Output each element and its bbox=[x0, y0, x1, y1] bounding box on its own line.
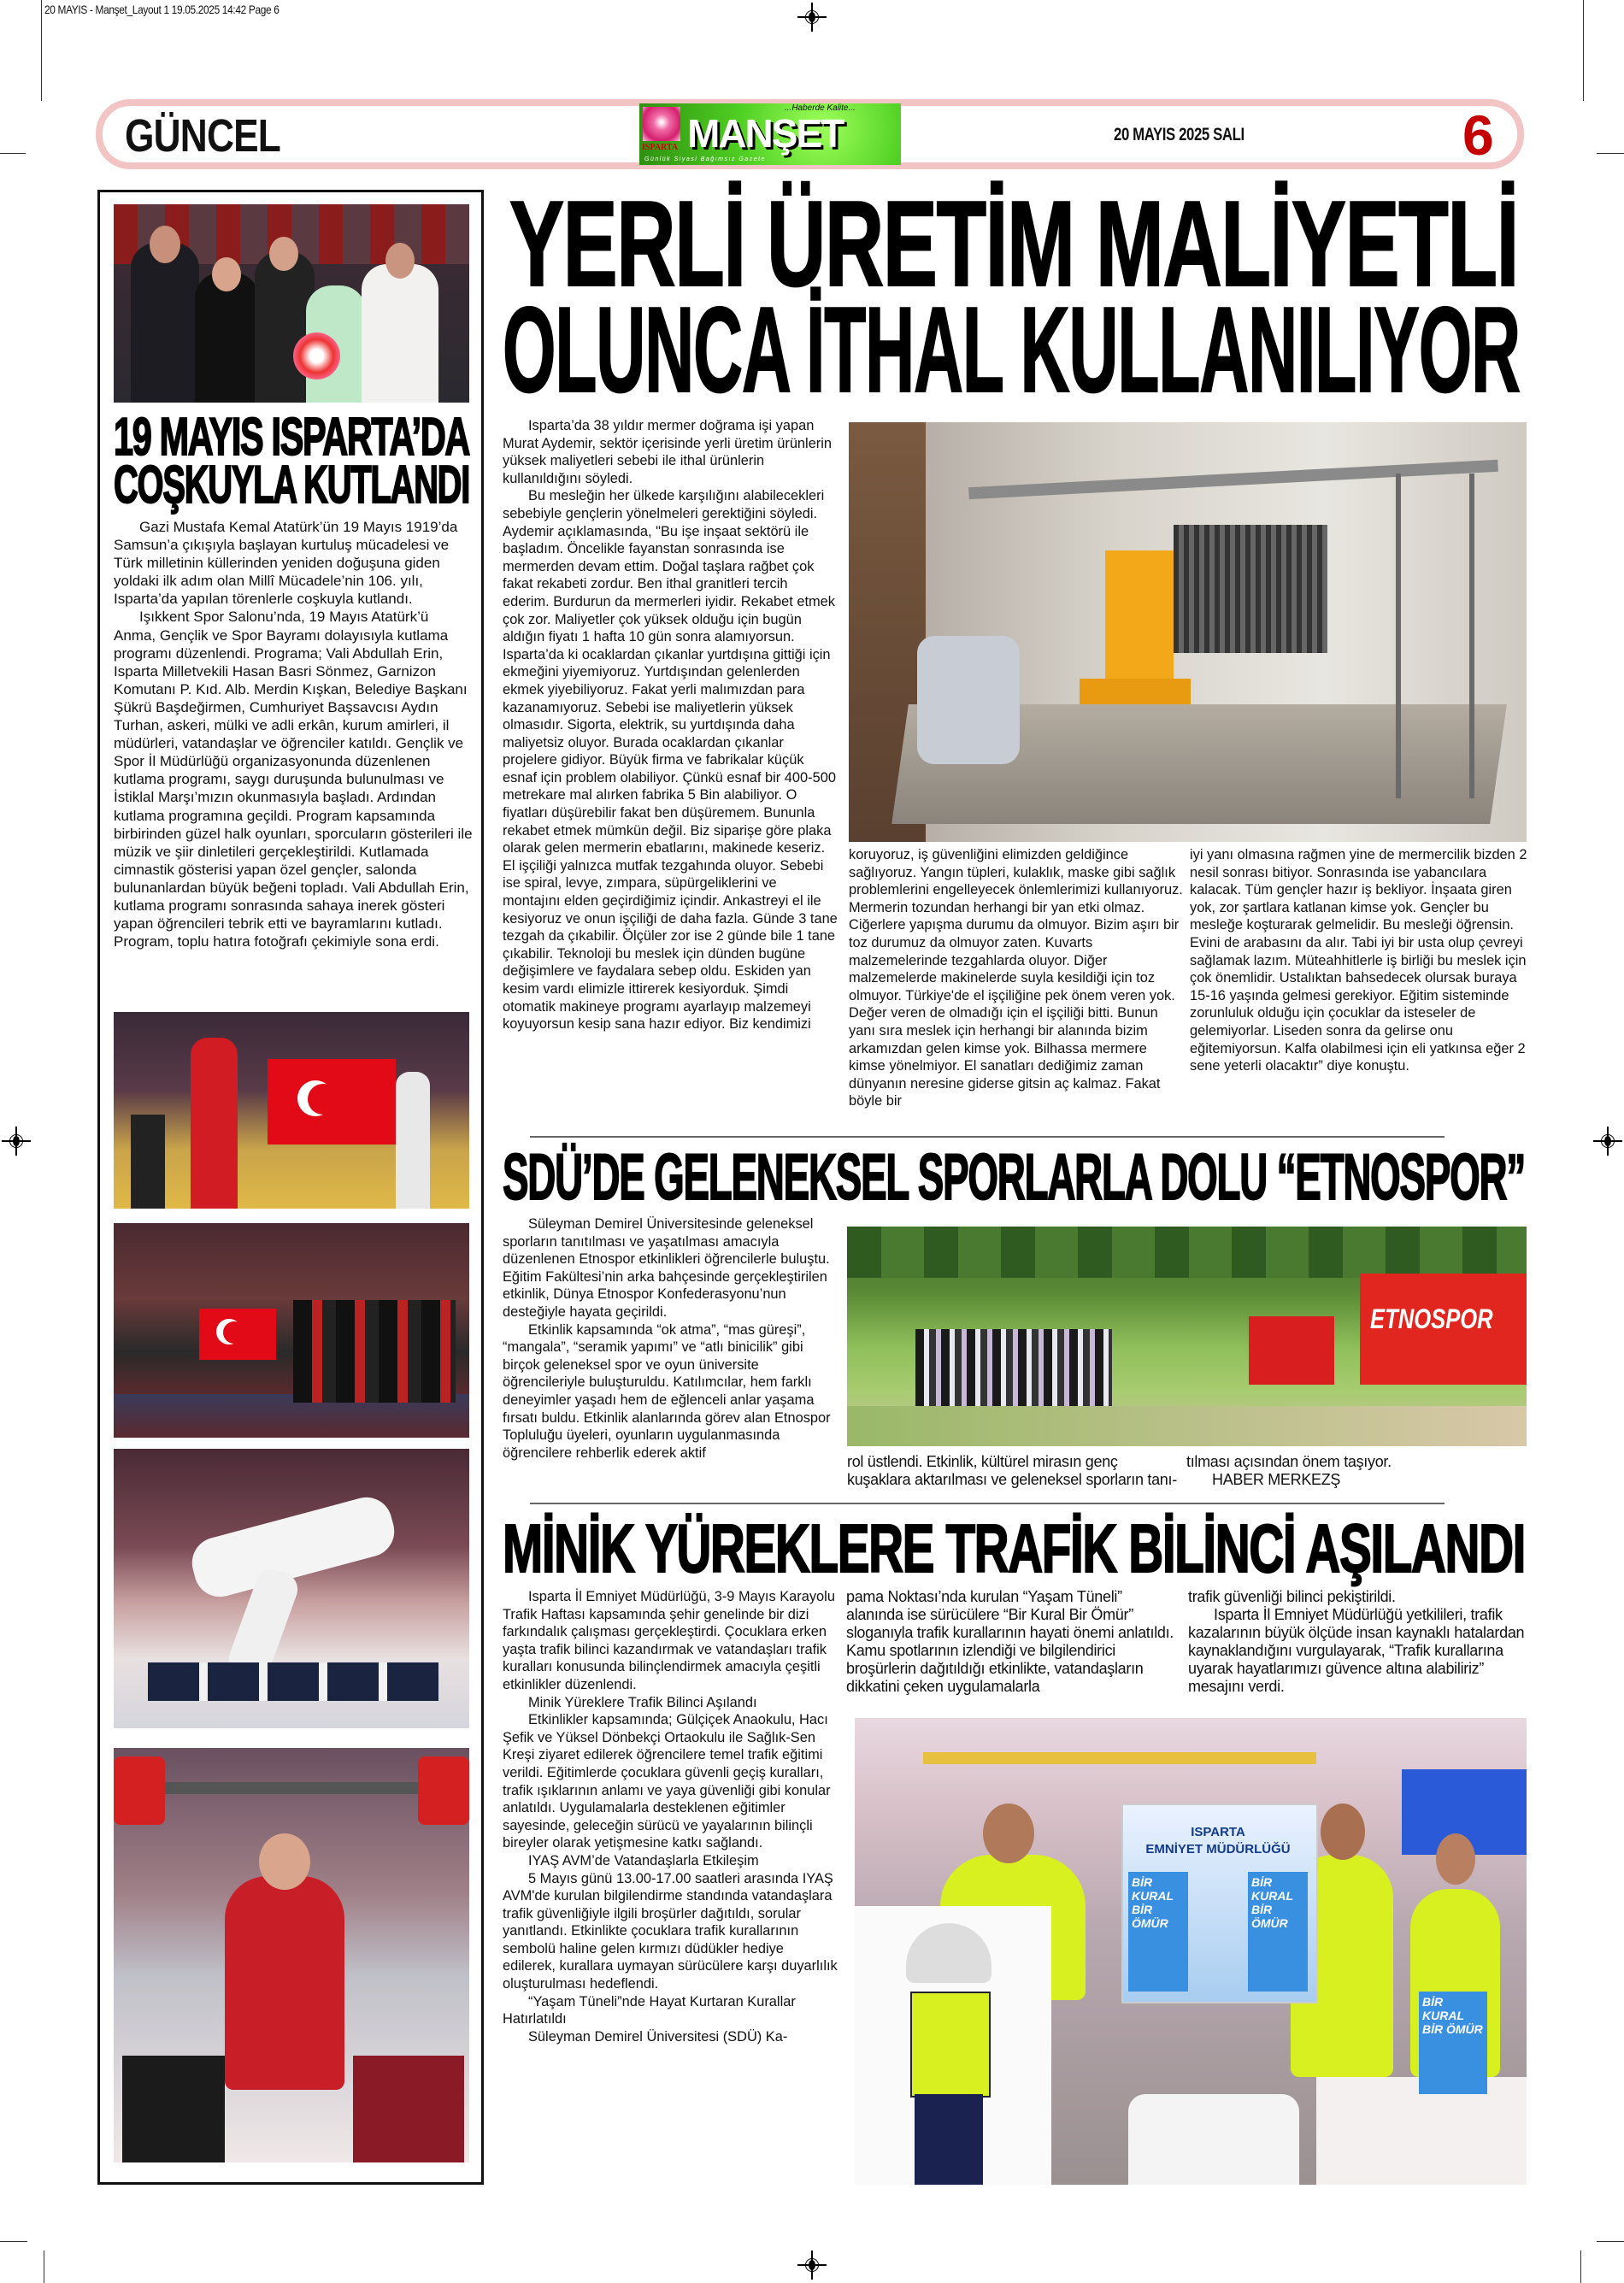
crop-mark bbox=[1597, 2241, 1624, 2242]
paragraph: pama Noktası’nda kurulan “Yaşam Tüneli” alanında ise sürücülere “Bir Kural Bir Ömür” sloganıyla trafik kurallarının hayati önemi anlatıldı. Kamu spotlarının izlendiği ve bilgilendirici broşürlerin dağıtıldığı etkinlikte, vatandaşların dikkatini çeken uygulamalarla bbox=[846, 1588, 1174, 1695]
paragraph: Süleyman Demirel Üniversitesi (SDÜ) Ka- bbox=[528, 2028, 788, 2045]
etnospor-headline: SDÜ’DE GELENEKSEL SPORLARLA DOLU “ETNOSPOR” bbox=[503, 1141, 1525, 1214]
poster: BİR KURAL BİR ÖMÜR bbox=[1128, 1872, 1188, 1992]
divider bbox=[530, 1136, 1445, 1138]
print-slug: 20 MAYIS - Manşet_Layout 1 19.05.2025 14:42 Page 6 bbox=[44, 3, 279, 16]
page-number: 6 bbox=[1462, 103, 1494, 167]
etnospor-event-photo bbox=[847, 1227, 1527, 1446]
traffic-body-col3 bbox=[1188, 1588, 1528, 1696]
paragraph: Bu mesleğin her ülkede karşılığını alabilecekleri sebebiyle gençlerin yönelmeleri gerektiğini söyledi. Aydemir açıklamasında, "Bu işe inşaat sektörü ile başladım. Öncelikle fayanstan sonrasında ise mermerden devam ettim. Doğal taşlara rağbet çok fakat rekabeti zordur. Ben ithal granitleri tercih ederim. Burdurun da mermerleri iyidir. Rekabet etmek çok zor. Maliyetler çok yüksek olduğu için bugün aldığın fiyatı 1 hafta 10 gün sonra alamıyorsun. Isparta’da ki ocaklardan çıkanlar yurtdışına gittiği için ekmeğini yiyemiyoruz. Yurtdışından gelenlerden ekmek yiyebiliyoruz. Fakat yerli malımızdan para kazanamıyoruz. Sebebi ise maliyetlerin yüksek olmasıdır. Sigorta, elektrik, su yurtdışında daha maliyetsiz oluyor. Burada ocaklardan çıkanlar projelere gidiyor. Büyük firma ve fabrikalar küçük esnaf için problem olabiliyor. Çünkü esnaf bir 400-500 metrekare mal alırken fabrika 5 Bin alabiliyor. O fiyatları düşürebilir fakat ben düşüremem. Bununla rekabet etmek mümkün değil. Biz siparişe göre plaka olarak gelen mermerin ebatlarını, makinede keseriz. El işçiliği yalnızca mutfak tezgahında oluyor. Sebebi ise spiral, levye, zımpara, süpürgeliklerini ve montajını elden geçirdiğimiz içindir. Ankastreyi el ile kesiyoruz ve onun işçiliği de daha fazla. Günde 3 tane tezgah da çıkabilir. Ölçüler zor ise 2 günde bile 1 tane çıkabilir. Teknoloji bu meslek için dünden bugüne değişimlere ve faydalara sebep oldu. Eskiden yan kesim vardı elimizle ittirerek kesiyorduk. Şimdi otomatik makineye programı ayarlayıp malzemeyi koyuyorsun kesip sana hazır ediyor. Biz kendimizi bbox=[503, 488, 838, 1033]
registration-mark-icon bbox=[797, 3, 827, 32]
divider bbox=[530, 1503, 1445, 1504]
paragraph: iyi yanı olmasına rağmen yine de mermercilik bizden 2 nesil sonrası bitiyor. Sonrasında ise yabancılara kalacak. Tüm gençler hazır iş bekliyor. İnşaata giren yok, zor şartlara katlanan kimse yok. Gençler bu mesleğe koşturarak gelmelidir. Bu mesleği öğrensin. Evini de arabasını da alır. Tabi iyi bir usta olup çevreyi sağlamak lazım. Müteahhitlerle iş birliği bu meslek için çok önemlidir. Ustalıktan bahsedecek olursak buraya 15-16 yaşında gelmesi gerekiyor. Eğitim sisteminde zorunluluk olduğu için çocuklar da isteseler de gelemiyorlar. Liseden sonra da gelirse onu eğitemiyorsun. Kalfa olabilmesi için eli yatkınsa eğer 2 sene yeterli olacaktır” diye konuştu. bbox=[1190, 847, 1527, 1074]
crop-mark bbox=[41, 0, 42, 101]
crop-mark bbox=[1580, 2251, 1581, 2283]
stand-sign: ISPARTA EMNİYET MÜDÜRLÜĞÜ bbox=[1145, 1825, 1291, 1856]
paragraph: Etkinlik kapsamında “ok atma”, “mas güreşi”, “mangala”, “seramik yapımı” ve “atlı binicilik” gibi birçok geleneksel spor ve oyun üniversite öğrencileriyle buluşturuldu. Katılımcılar, hem farklı deneyimler yaşadı hem de eğlenceli anlar yaşama fırsatı buldu. Etkinlik alanlarında görev alan Etnospor Topluluğu üyeleri, oyunların uygulanmasında öğrencilere rehberlik ederek aktif bbox=[503, 1321, 831, 1461]
logo-tagline: ...Haberde Kalite... bbox=[785, 103, 856, 113]
etnospor-body-col3 bbox=[1186, 1453, 1527, 1489]
celebration-headline: 19 MAYIS ISPARTA’DA COŞKUYLA KUTLANDI bbox=[114, 408, 469, 515]
traffic-police-stand-photo bbox=[855, 1718, 1527, 2185]
logo-name: MANŞET bbox=[687, 111, 844, 156]
paragraph: 5 Mayıs günü 13.00-17.00 saatleri arasında IYAŞ AVM'de kurulan bilgilendirme standında vatandaşlara trafik güvenliğiyle ilgili broşürler dağıtıldı, sorular yanıtlandı. Etkinlikte çocuklara trafik kurallarının sembolü haline gelen kırmızı düdükler hediye edilerek, kurallara uymayan sürücülere karşı duyarlılık oluşturulması hedeflendi. bbox=[503, 1870, 838, 1992]
registration-mark-icon bbox=[797, 2251, 827, 2280]
traffic-body-col1 bbox=[503, 1588, 838, 2045]
section-title: GÜNCEL bbox=[125, 110, 281, 162]
paragraph: Isparta’da 38 yıldır mermer doğrama işi yapan Murat Aydemir, sektör içerisinde yerli üretim ürünlerin yüksek maliyetleri sebebi ile ithal ürünlerin kullanıldığını söyledi. bbox=[503, 418, 833, 486]
logo-subtitle: Günlük Siyasi Bağımsız Gazete bbox=[644, 156, 766, 162]
crop-mark bbox=[0, 153, 26, 154]
registration-mark-icon bbox=[2, 1127, 31, 1156]
crop-mark bbox=[1583, 0, 1584, 101]
byline: HABER MERKEZŞ bbox=[1212, 1471, 1341, 1488]
marble-headline: YERLİ ÜRETİM MALİYETLİ OLUNCA İTHAL KULLANILIYOR bbox=[503, 176, 1520, 418]
logo-city: ISPARTA bbox=[642, 143, 679, 152]
paragraph: Süleyman Demirel Üniversitesinde geleneksel sporların tanıtılması ve yaşatılması amacıyla düzenlenen Etnospor etkinlikleri öğrencilerle buluştu. Eğitim Fakültesi’nin arka bahçesinde gerçekleştirilen etkinlik, Dünya Etnospor Konfederasyonu’nun desteğiyle hayata geçirildi. bbox=[503, 1216, 830, 1320]
marble-body-col2 bbox=[849, 846, 1184, 1110]
paragraph: Gazi Mustafa Kemal Atatürk’ün 19 Mayıs 1919’da Samsun’a çıkışıyla başlayan kurtuluş mücadelesi ve Türk milletinin küllerinden yeniden doğuşuna giden yoldaki ilk adım olan Millî Mücadele’nin 106. yılı, Isparta’da yapılan törenlerle coşkuyla kutlandı. bbox=[114, 519, 458, 608]
poster: BİR KURAL BİR ÖMÜR bbox=[1248, 1872, 1308, 1992]
celebration-body bbox=[114, 518, 473, 950]
celebration-photo-athletes bbox=[114, 1223, 469, 1438]
marble-workshop-photo bbox=[849, 422, 1527, 842]
crop-mark bbox=[1597, 153, 1624, 154]
paragraph: Etkinlikler kapsamında; Gülçiçek Anaokulu, Hacı Şefik ve Yüksel Dönbekçi Ortaokulu ile Sağlık-Sen Kreşi ziyaret edilerek öğrencilere temel trafik eğitimi verildi. Eğitimlerde çocuklara güvenli geçiş kuralları, trafik ışıklarının anlamı ve yaya güvenliği gibi konular anlatıldı. Uygulamalarla desteklenen eğitimler sayesinde, geleceğin sürücü ve yayalarının bilinçli bireyler olarak yetişmesine katkı sağlandı. bbox=[503, 1712, 831, 1851]
subheading: IYAŞ AVM’de Vatandaşlarla Etkileşim bbox=[528, 1852, 759, 1868]
paragraph: Işıkkent Spor Salonu’nda, 19 Mayıs Atatürk’ü Anma, Gençlik ve Spor Bayramı dolayısıyla kutlama programı düzenlendi. Programa; Vali Abdullah Erin, Isparta Milletvekili Hasan Basri Sönmez, Garnizon Komutanı P. Kıd. Alb. Merdin Kışkan, Belediye Başkanı Şükrü Başdeğirmen, Cumhuriyet Başsavcısı Aydın Turhan, askeri, mülki ve adli erkân, kurum amirleri, il müdürleri, vatandaşlar ve öğrenciler katıldı. Gençlik ve Spor İl Müdürlüğü organizasyonunda düzenlenen kutlama programı, saygı duruşunda bulunulması ve İstiklal Marşı’mızın okunmasıyla başladı. Ardından kutlama programına geçildi. Program kapsamında birbirinden güzel halk oyunları, sporcuların gösterileri ile müzik ve şiir dinletileri gerçekleştirildi. Kutlamada cimnastik gösterisi yapan özel gençler, salonda bulunanlardan büyük beğeni topladı. Vali Abdullah Erin, kutlama programı sonrasında sahaya inerek gösteri yapan öğrencileri tebrik etti ve bayramlarını kutladı. Program, toplu hatıra fotoğrafı çekimiyle sona erdi. bbox=[114, 609, 473, 950]
marble-body-col3 bbox=[1190, 846, 1528, 1075]
paragraph: rol üstlendi. Etkinlik, kültürel mirasın genç kuşaklara aktarılması ve geleneksel sporların tanı- bbox=[847, 1453, 1177, 1488]
rose-icon bbox=[643, 107, 680, 141]
paragraph: Isparta İl Emniyet Müdürlüğü, 3-9 Mayıs Karayolu Trafik Haftası kapsamında şehir genelinde bir dizi farkındalık çalışması gerçekleştirdi. Çocuklara erken yaşta trafik bilinci kazandırmak ve vatandaşları trafik kuralları konusunda bilinçlendirmek amacıyla çeşitli etkinlikler düzenlendi. bbox=[503, 1589, 835, 1692]
paragraph: koruyoruz, iş güvenliğini elimizden geldiğince sağlıyoruz. Yangın tüpleri, kulaklık, maske gibi sağlık problemlerini engelleyecek önlemlerimizi kullanıyoruz. Mermerin tozundan herhangi bir yan etki olmaz. Ciğerlere yapışma durumu da olmuyor. Bizim aşırı bir toz durumuz da olmuyor zaten. Kuvarts malzemelerinde tezgahlarda oluyor. Diğer malzemelerde makinelerde suyla kesildiği için toz olmuyor. Türkiye'de el işçiliğine pek önem veren yok. Değer veren de olmadığı için el işçiliği bitti. Bunun yanı sıra meslek için herhangi bir alanında bizim arkamızdan gelen kimse yok. Bilhassa mermere kimse yönelmiyor. El sanatları dediğimiz zaman dünyanın neresine giderse gitsin aç kalmaz. Fakat böyle bir bbox=[849, 847, 1183, 1109]
celebration-photo-officials bbox=[114, 204, 469, 403]
paragraph: trafik güvenliği bilinci pekiştirildi. bbox=[1188, 1588, 1396, 1605]
subheading: Minik Yüreklere Trafik Bilinci Aşılandı bbox=[528, 1694, 757, 1710]
truck-text: ETNOSPOR bbox=[1370, 1303, 1493, 1334]
traffic-body-col2 bbox=[846, 1588, 1181, 1696]
celebration-photo-weightlifting bbox=[114, 1748, 469, 2162]
celebration-photo-judo bbox=[114, 1449, 469, 1728]
traffic-headline: MİNİK YÜREKLERE TRAFİK BİLİNCİ AŞILANDI bbox=[503, 1510, 1525, 1586]
poster: BİR KURAL BİR ÖMÜR bbox=[1419, 1992, 1487, 2094]
paragraph: tılması açısından önem taşıyor. bbox=[1186, 1453, 1392, 1470]
newspaper-logo[interactable] bbox=[639, 103, 901, 165]
marble-body-col1 bbox=[503, 417, 838, 1033]
etnospor-body-col1 bbox=[503, 1215, 838, 1462]
issue-date: 20 MAYIS 2025 SALI bbox=[1114, 125, 1244, 144]
crop-mark bbox=[0, 2241, 27, 2242]
subheading: “Yaşam Tüneli”nde Hayat Kurtaran Kurallar Hatırlatıldı bbox=[503, 1993, 796, 2027]
celebration-photo-flag bbox=[114, 1012, 469, 1209]
paragraph: Isparta İl Emniyet Müdürlüğü yetkilileri, trafik kazalarının büyük ölçüde insan kaynaklı hatalardan kaynaklandığını vurgulayarak, “Trafik kurallarına uyarak hayatlarımızı güvence altına alabiliriz” mesajını verdi. bbox=[1188, 1606, 1525, 1695]
etnospor-body-col2 bbox=[847, 1453, 1182, 1489]
